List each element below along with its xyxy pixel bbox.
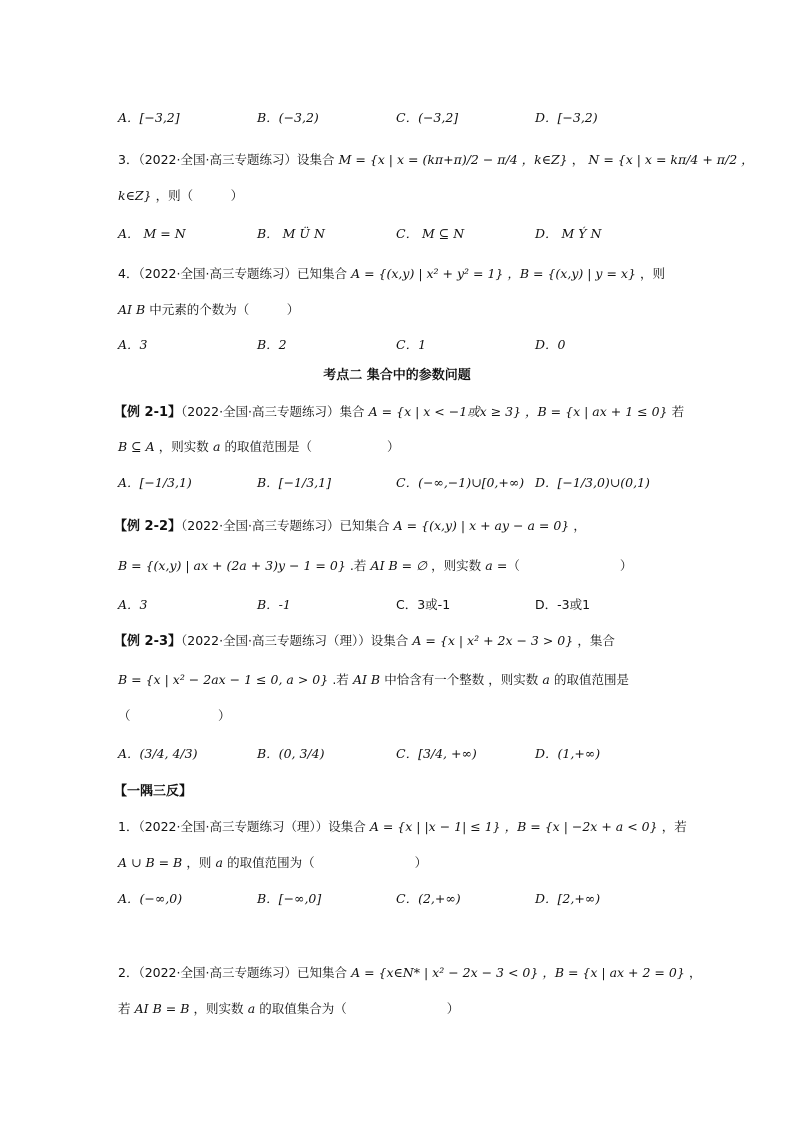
q4-intersection: AI B: [118, 302, 146, 317]
p2-sets: A = {x∈N* | x² − 2x − 3 < 0} ，B = {x | ax + 2 = 0}: [351, 965, 685, 980]
ex23-stem-end: ，集合: [577, 633, 615, 648]
p2-question: 的取值集合为（ ）: [259, 1001, 460, 1016]
ex23-set-b: B = {x | x² − 2ax − 1 ≤ 0, a > 0}: [118, 672, 329, 687]
q3-set-m: M = {x | x = (kπ+π)/2 − π/4 ，k∈Z}: [338, 152, 568, 167]
q4-sets: A = {(x,y) | x² + y² = 1} ，B = {(x,y) | y = x}: [351, 266, 636, 281]
option-b: B．[−∞,0]: [257, 891, 322, 906]
ex22-line2: [118, 556, 632, 574]
p1-text: ，则: [186, 855, 212, 870]
p2-text: 若: [118, 1001, 131, 1016]
ex22-stem: （2022·全国·高三专题练习）已知集合: [181, 518, 390, 533]
ex21-line2: [118, 437, 400, 455]
p1-question: 的取值范围为（ ）: [227, 855, 428, 870]
ex22-line1: [114, 515, 586, 534]
option-a: A．(3/4, 4/3): [118, 746, 198, 761]
option-d: D．[2,+∞): [535, 891, 601, 906]
ex23-set-a: A = {x | x² + 2x − 3 > 0}: [412, 633, 574, 648]
ex23-stem: （2022·全国·高三专题练习（理））设集合: [181, 633, 409, 648]
q4-stem: 4．（2022·全国·高三专题练习）已知集合: [118, 266, 347, 281]
p2-stem-end: ，: [688, 965, 702, 980]
ex22-tag: 【例 2-2】: [114, 519, 182, 534]
p2-var-a: a: [247, 1001, 256, 1016]
q4-stem-end: ，则: [640, 266, 666, 281]
ex21-tag: 【例 2-1】: [114, 405, 182, 420]
option-d: D．[−1/3,0)∪(0,1): [535, 475, 650, 490]
ex21-text: ，则实数: [158, 439, 209, 454]
p1-var-a: a: [215, 855, 223, 870]
option-d: D．(1,+∞): [535, 746, 601, 761]
option-b: B．[−1/3,1]: [257, 475, 331, 490]
ex23-question: 的取值范围是: [553, 672, 629, 687]
p1-stem: 1．（2022·全国·高三专题练习（理））设集合: [118, 819, 366, 834]
q3-set-n-end: k∈Z}: [118, 188, 152, 203]
q4-line1: [118, 264, 665, 282]
option-a: A． M = N: [118, 226, 186, 241]
option-d: D．-3或1: [535, 597, 591, 612]
q3-line2: [118, 186, 243, 204]
p1-line2: [118, 853, 427, 871]
option-a: A．[−1/3,1): [118, 475, 192, 490]
option-b: B．(−3,2): [257, 110, 319, 125]
ex21-question: 的取值范围是（ ）: [224, 439, 400, 454]
option-b: B．2: [257, 337, 287, 352]
q4-line2: [118, 300, 299, 318]
p1-condition: A ∪ B = B: [118, 855, 183, 870]
ex23-text: .若: [332, 672, 349, 687]
p2-line2: [118, 999, 459, 1017]
ex22-text: .若: [349, 558, 367, 573]
q3-line1: [118, 150, 754, 168]
option-c: C． M ⊆ N: [396, 226, 465, 241]
p2-condition: AI B = B: [134, 1001, 190, 1016]
ex21-sets: A = {x | x < −1或x ≥ 3} ，B = {x | ax + 1 ≤ 0}: [368, 404, 668, 419]
p1-sets: A = {x | |x − 1| ≤ 1} ，B = {x | −2x + a < 0}: [369, 819, 658, 834]
option-c: C．(−∞,−1)∪[0,+∞): [396, 475, 525, 490]
q3-separator: ，: [571, 152, 585, 167]
practice-heading: [114, 780, 192, 799]
option-b: B．(0, 3/4): [257, 746, 325, 761]
ex22-question: =（ ）: [496, 558, 633, 573]
ex23-line2: [118, 670, 629, 688]
q3-question: ，则（ ）: [155, 188, 244, 203]
option-a: A．(−∞,0): [118, 891, 183, 906]
ex22-set-a: A = {(x,y) | x + ay − a = 0}: [393, 518, 570, 533]
section-heading: 考点二 集合中的参数问题: [323, 368, 471, 383]
option-c: C．(2,+∞): [396, 891, 461, 906]
q3-set-n: N = {x | x = kπ/4 + π/2 ，: [588, 152, 754, 167]
q4-question: 中元素的个数为（ ）: [149, 302, 300, 317]
option-b: B． M Ü N: [257, 226, 325, 241]
ex23-line3: [118, 706, 231, 724]
ex23-tag: 【例 2-3】: [114, 634, 182, 649]
option-d: D．0: [535, 337, 566, 352]
option-a: A．[−3,2]: [118, 110, 180, 125]
option-c: C．1: [396, 337, 427, 352]
ex21-var-a: a: [212, 439, 221, 454]
ex22-var-a: a: [485, 558, 493, 573]
option-c: C．3或-1: [396, 597, 451, 612]
p2-stem: 2．（2022·全国·高三专题练习）已知集合: [118, 965, 347, 980]
ex23-var-a: a: [542, 672, 550, 687]
option-b: B．-1: [257, 597, 291, 612]
option-c: C．[3/4, +∞): [396, 746, 477, 761]
p1-line1: [118, 817, 687, 835]
ex21-stem-end: 若: [671, 404, 685, 419]
option-a: A．3: [118, 337, 148, 352]
ex21-condition: B ⊆ A: [118, 439, 155, 454]
option-d: D．[−3,2): [535, 110, 598, 125]
ex22-set-b: B = {(x,y) | ax + (2a + 3)y − 1 = 0}: [118, 558, 346, 573]
p1-stem-end: ，若: [661, 819, 687, 834]
ex22-stem-end: ，: [573, 518, 586, 533]
q3-stem: 3．（2022·全国·高三专题练习）设集合: [118, 152, 335, 167]
option-c: C．(−3,2]: [396, 110, 459, 125]
ex22-condition: AI B = ∅: [370, 558, 427, 573]
ex21-stem: （2022·全国·高三专题练习）集合: [181, 404, 365, 419]
ex23-text2: 中恰含有一个整数 ，则实数: [384, 672, 539, 687]
ex23-line1: [114, 630, 615, 649]
option-d: D． M Ý N: [535, 226, 602, 241]
ex22-text2: ，则实数: [431, 558, 482, 573]
p2-text2: ，则实数: [193, 1001, 244, 1016]
ex23-intersection: AI B: [352, 672, 381, 687]
ex23-blank: （ ）: [118, 708, 231, 723]
ex21-line1: [114, 401, 684, 420]
practice-heading-text: 【一隅三反】: [114, 784, 193, 799]
p2-line1: [118, 963, 701, 981]
option-a: A．3: [118, 597, 148, 612]
